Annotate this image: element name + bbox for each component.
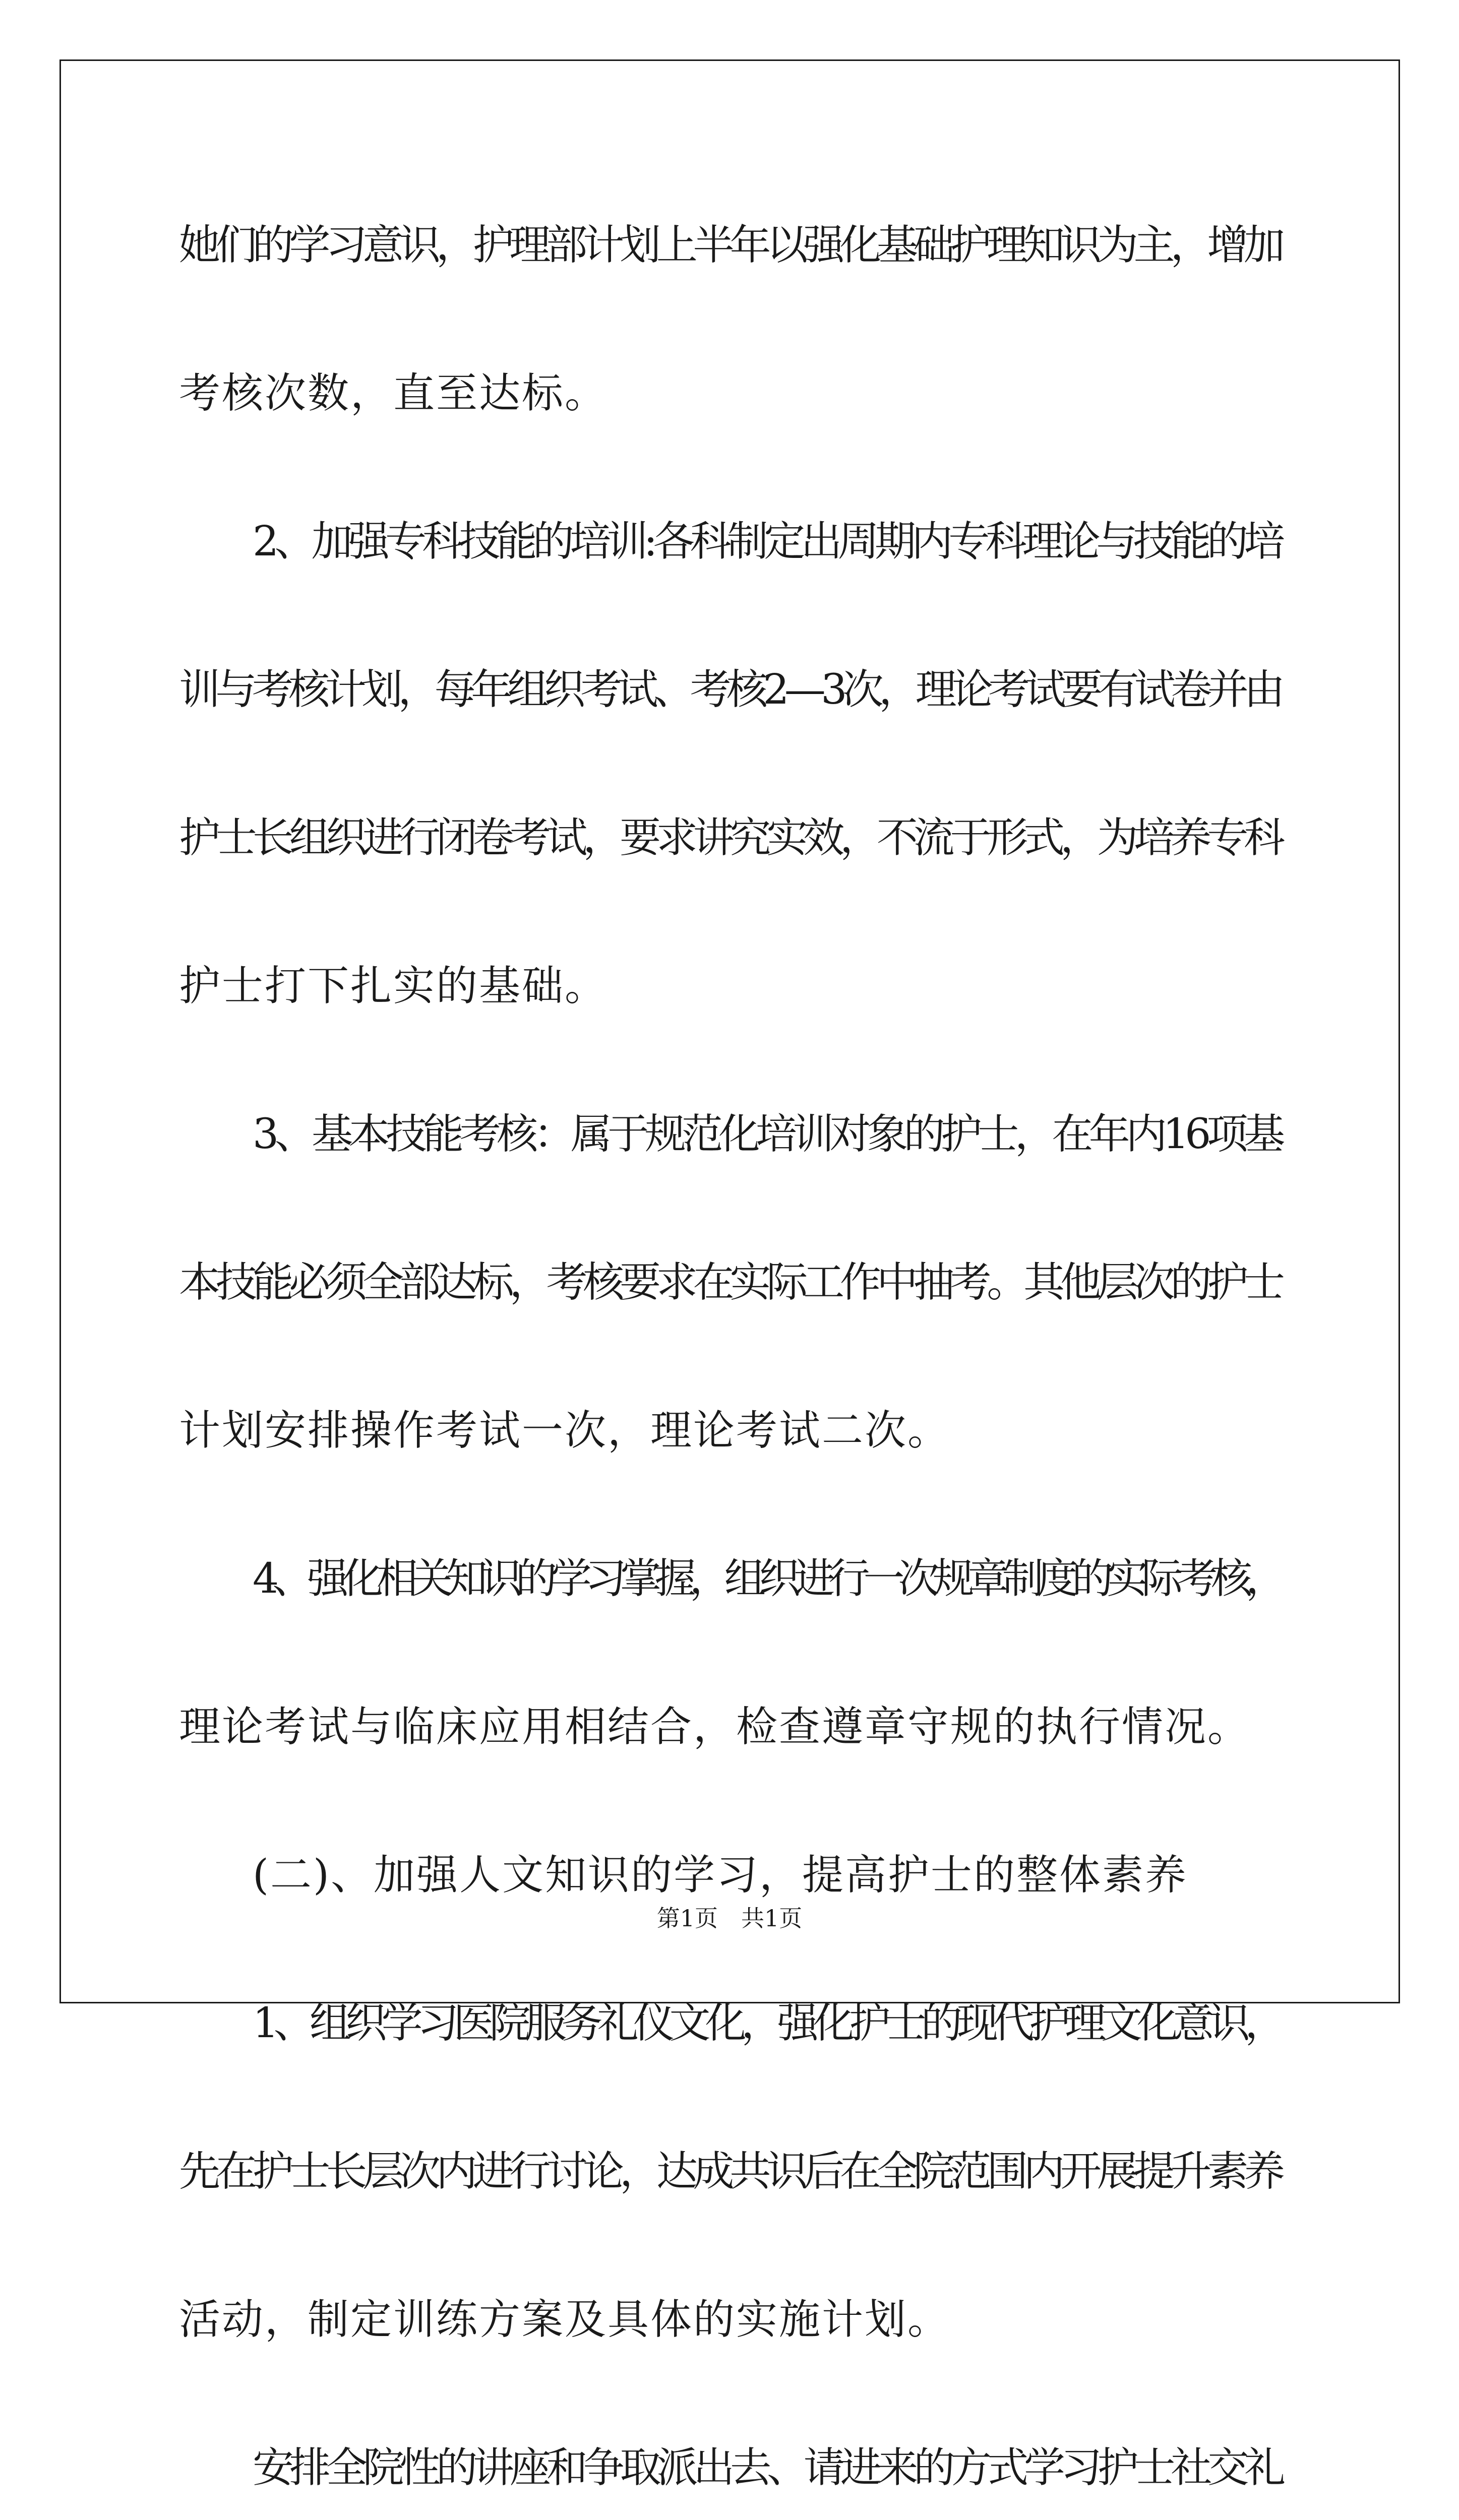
page-footer: 第1页 共1页 <box>656 1905 803 1932</box>
text-line: (二)、加强人文知识的学习，提高护士的整体素养 <box>253 1851 1188 1899</box>
text-line: 护士打下扎实的基础。 <box>179 962 608 1010</box>
text-line: 2、加强专科技能的培训:各科制定出周期内专科理论与技能的培 <box>253 518 1281 565</box>
text-line: 1、组织学习医院服务礼仪文化，强化护士的现代护理文化意识， <box>253 1999 1281 2047</box>
text-line: 理论考试与临床应用相结合，检查遵章守规的执行情况。 <box>179 1703 1251 1751</box>
text-line: 她们的学习意识，护理部计划上半年以强化基础护理知识为主，增加 <box>179 221 1281 269</box>
text-line: 训与考核计划，每年组织考试、考核2—3次，理论考试要有试卷并由 <box>179 666 1281 714</box>
text-line: 本技能必须全部达标，考核要求在实际工作中抽考。其他层次的护士 <box>179 1258 1281 1306</box>
document-body <box>179 171 1288 2520</box>
text-line: 安排全院性的讲座和争取派出去、请进来的方式学习护士社交礼 <box>253 2444 1281 2492</box>
text-line: 4、强化相关知识的学习掌握，组织进行一次规章制度的实际考核， <box>253 1555 1281 1603</box>
text-line: 计划安排操作考试一次，理论考试二次。 <box>179 1407 951 1455</box>
text-line: 3、基本技能考核：属于规范化培训对象的护士，在年内16项基 <box>253 1110 1281 1158</box>
text-line: 先在护士长层次内进行讨论，达成共识后在全院范围内开展提升素养 <box>179 2148 1281 2195</box>
text-line: 考核次数，直至达标。 <box>179 369 608 417</box>
text-line: 护士长组织进行闭卷考试，要求讲究实效，不流于形式，为培养专科 <box>179 814 1281 862</box>
text-line: 活动，制定训练方案及具体的实施计划。 <box>179 2296 951 2344</box>
